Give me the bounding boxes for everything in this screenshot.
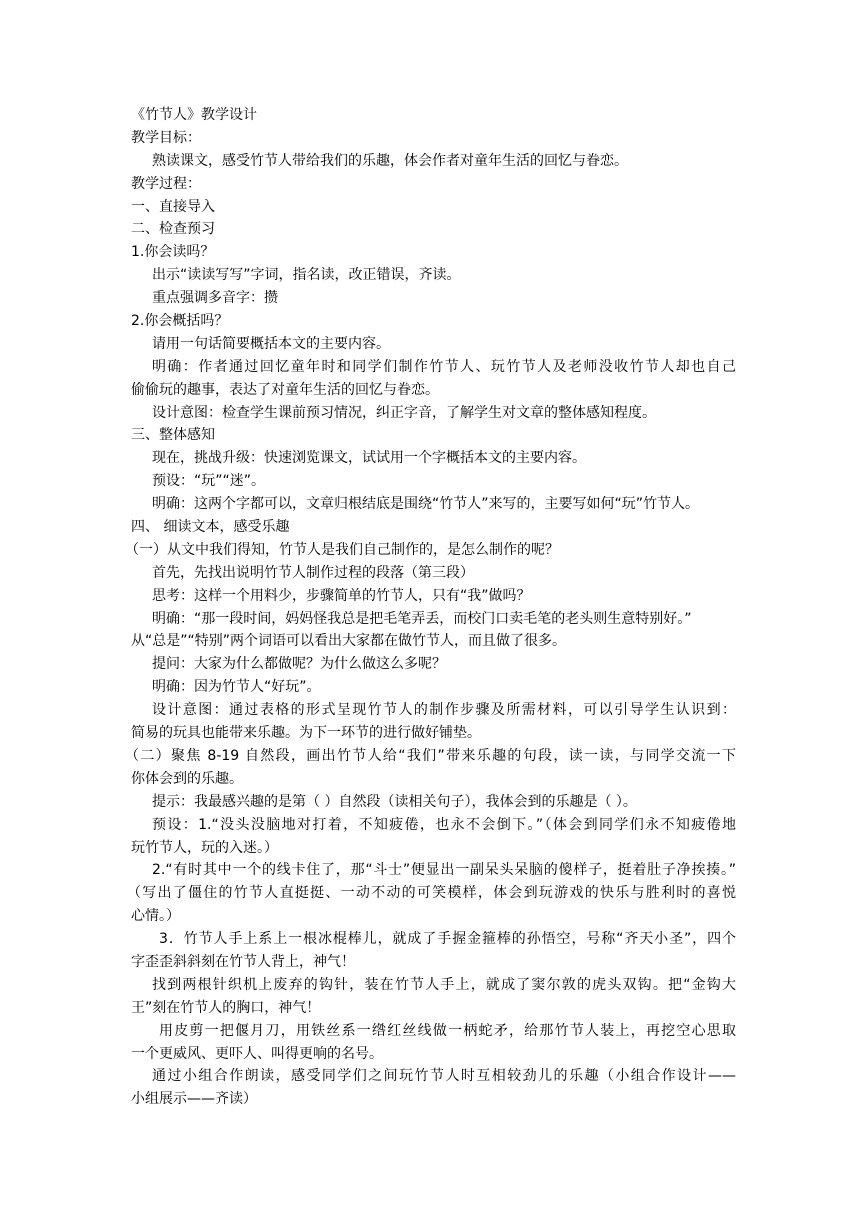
paragraph-line: 从“总是”“特别”两个词语可以看出大家都在做竹节人，而且做了很多。 xyxy=(131,633,567,650)
paragraph-line: 小组展示——齐读） xyxy=(131,1091,257,1108)
document-title: 《竹节人》教学设计 xyxy=(131,107,257,123)
heading-preview: 二、检查预习 xyxy=(131,221,215,238)
paragraph-line: 重点强调多音字：攒 xyxy=(152,290,278,307)
paragraph-line: 设计意图：通过表格的形式呈现竹节人的制作步骤及所需材料，可以引导学生认识到： xyxy=(152,702,736,719)
paragraph-line: 思考：这样一个用料少，步骤简单的竹节人，只有“我”做吗？ xyxy=(152,587,531,604)
paragraph-line: 用皮剪一把偃月刀，用铁丝系一绺红丝线做一柄蛇矛，给那竹节人装上，再挖空心思取 xyxy=(159,1022,736,1039)
heading-overall: 三、整体感知 xyxy=(131,427,215,444)
paragraph-line: （写出了僵住的竹节人直挺挺、一动不动的可笑模样，体会到玩游戏的快乐与胜利时的喜悦 xyxy=(127,885,736,902)
document-body xyxy=(125,104,736,1111)
paragraph-line: 明确：因为竹节人“好玩”。 xyxy=(152,679,321,696)
section-heading-goals: 教学目标： xyxy=(131,129,201,146)
paragraph-line: 找到两根针织机上废弃的钩针，装在竹节人手上，就成了窦尔敦的虎头双钩。把“金钩大 xyxy=(152,976,736,993)
paragraph-line: 3．竹节人手上系上一根冰棍棒儿，就成了手握金箍棒的孙悟空，号称“齐天小圣”，四个 xyxy=(159,931,736,948)
paragraph-line: 出示“读读写写”字词，指名读，改正错误，齐读。 xyxy=(152,267,461,284)
paragraph-line: 简易的玩具也能带来乐趣。为下一环节的进行做好铺垫。 xyxy=(131,725,481,742)
paragraph-line: 提示：我最感兴趣的是第（ ）自然段（读相关句子），我体会到的乐趣是（ ）。 xyxy=(152,793,637,810)
paragraph-line: 偷偷玩的趣事，表达了对童年生活的回忆与眷恋。 xyxy=(131,381,439,398)
subheading-part-two: （二）聚焦 8-19 自然段，画出竹节人给“我们”带来乐趣的句段，读一读，与同学交流一下 xyxy=(125,747,736,764)
subheading-read: 1.你会读吗？ xyxy=(131,244,215,261)
paragraph-line: 你体会到的乐趣。 xyxy=(131,770,243,787)
paragraph-line: 玩竹节人，玩的入迷。） xyxy=(131,839,278,856)
paragraph-line: 明确：作者通过回忆童年时和同学们制作竹节人、玩竹节人及老师没收竹节人却也自己 xyxy=(152,358,736,375)
paragraph-line: 提问：大家为什么都做呢？为什么做这么多呢？ xyxy=(152,656,446,673)
paragraph-line: 心情。） xyxy=(131,908,180,925)
paragraph-line: 预设：1.“没头没脑地对打着，不知疲倦，也永不会倒下。”（体会到同学们永不知疲倦地 xyxy=(152,816,736,833)
paragraph-line: 通过小组合作朗读，感受同学们之间玩竹节人时互相较劲儿的乐趣（小组合作设计—— xyxy=(152,1068,736,1085)
paragraph-line: 王”刻在竹节人的胸口，神气！ xyxy=(131,999,321,1016)
paragraph-goal: 熟读课文，感受竹节人带给我们的乐趣，体会作者对童年生活的回忆与眷恋。 xyxy=(152,152,628,169)
subheading-part-one: （一）从文中我们得知，竹节人是我们自己制作的，是怎么制作的呢？ xyxy=(125,541,559,558)
paragraph-line: 明确：这两个字都可以，文章归根结底是围绕“竹节人”来写的，主要写如何“玩”竹节人。 xyxy=(152,496,700,513)
subheading-summarize: 2.你会概括吗？ xyxy=(131,313,229,330)
paragraph-line: 明确：“那一段时间，妈妈怪我总是把毛笔弄丢，而校门口卖毛笔的老头则生意特别好。” xyxy=(152,610,692,627)
paragraph-line: 预设：“玩”“迷”。 xyxy=(152,473,266,490)
paragraph-line: 请用一句话简要概括本文的主要内容。 xyxy=(152,335,390,352)
paragraph-line: 设计意图：检查学生课前预习情况，纠正字音，了解学生对文章的整体感知程度。 xyxy=(152,404,656,421)
heading-close-reading: 四、 细读文本，感受乐趣 xyxy=(131,519,290,536)
paragraph-line: 首先，先找出说明竹节人制作过程的段落（第三段） xyxy=(152,564,474,581)
paragraph-line: 2.“有时其中一个的线卡住了，那“斗士”便显出一副呆头呆脑的傻样子，挺着肚子净挨揍。” xyxy=(152,862,736,879)
paragraph-line: 字歪歪斜斜刻在竹节人背上，神气！ xyxy=(131,953,355,970)
paragraph-line: 一个更威风、更吓人、叫得更响的名号。 xyxy=(131,1045,383,1062)
paragraph-line: 现在，挑战升级：快速浏览课文，试试用一个字概括本文的主要内容。 xyxy=(152,450,586,467)
heading-intro: 一、直接导入 xyxy=(131,198,215,215)
section-heading-process: 教学过程： xyxy=(131,175,201,192)
